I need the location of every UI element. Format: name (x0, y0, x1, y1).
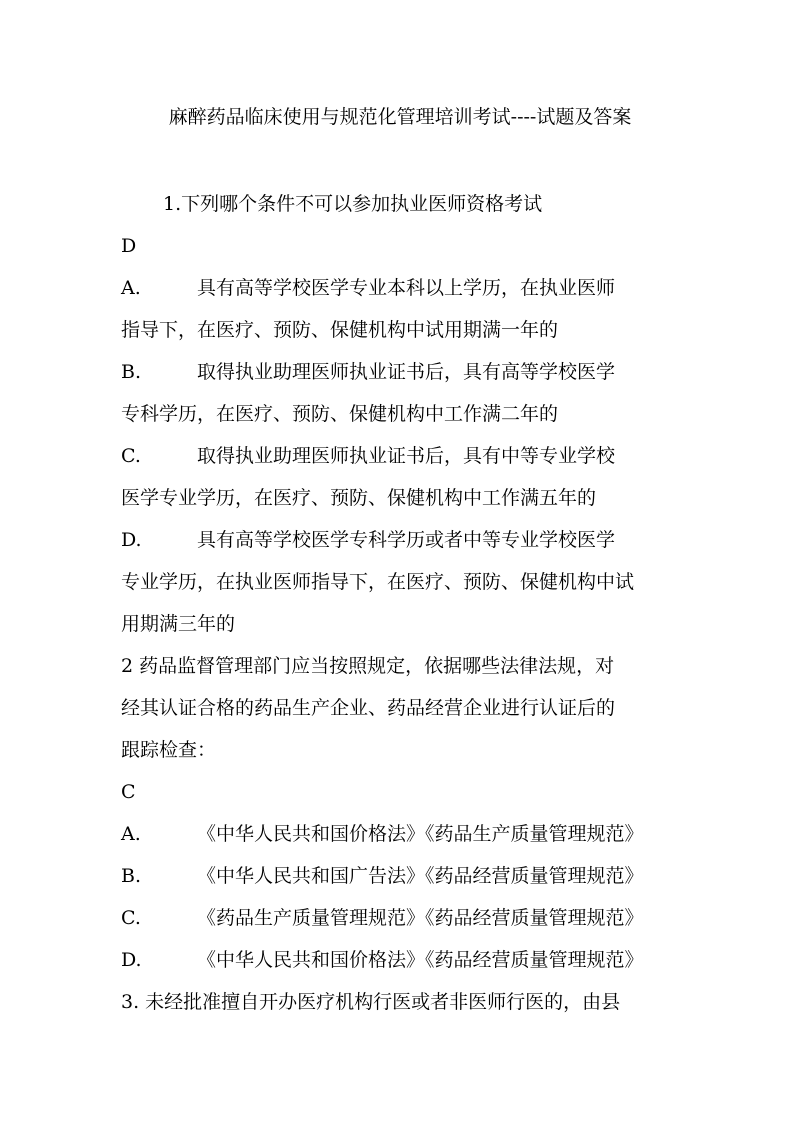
option-text: 取得执业助理医师执业证书后，具有中等专业学校 (197, 445, 616, 467)
question-2-option-b (121, 859, 644, 893)
question-1-option-a (121, 271, 615, 305)
question-2-stem-cont: 经其认证合格的药品生产企业、药品经营企业进行认证后的 (121, 697, 616, 719)
question-1-answer: D (121, 235, 137, 257)
option-text: 《中华人民共和国价格法》《药品生产质量管理规范》 (197, 823, 644, 845)
option-text: 《药品生产质量管理规范》《药品经营质量管理规范》 (197, 907, 644, 929)
option-text: 具有高等学校医学专业本科以上学历，在执业医师 (197, 277, 616, 299)
question-1-stem: 1.下列哪个条件不可以参加执业医师资格考试 (163, 193, 543, 215)
option-letter: C. (121, 445, 141, 467)
question-1-option-b-cont: 专科学历，在医疗、预防、保健机构中工作满二年的 (121, 403, 559, 425)
question-3-stem: 3. 未经批准擅自开办医疗机构行医或者非医师行医的，由县 (121, 991, 621, 1013)
question-1-option-d-cont: 专业学历，在执业医师指导下，在医疗、预防、保健机构中试 (121, 571, 635, 593)
option-letter: D. (121, 949, 142, 971)
document-title: 麻醉药品临床使用与规范化管理培训考试----试题及答案 (168, 106, 632, 128)
option-letter: C. (121, 907, 141, 929)
question-1-option-c-cont: 医学专业学历，在医疗、预防、保健机构中工作满五年的 (121, 487, 597, 509)
option-letter: A. (121, 277, 141, 299)
question-1-option-d (121, 523, 615, 557)
question-2-stem-cont: 跟踪检查： (121, 739, 217, 761)
option-letter: A. (121, 823, 141, 845)
question-2-option-a (121, 817, 644, 851)
question-2-answer: C (121, 781, 136, 803)
option-letter: D. (121, 529, 142, 551)
question-1-option-c (121, 439, 615, 473)
question-1-option-b (121, 355, 615, 389)
option-text: 《中华人民共和国广告法》《药品经营质量管理规范》 (197, 865, 644, 887)
question-1-option-d-cont: 用期满三年的 (121, 613, 236, 635)
question-2-option-c (121, 901, 644, 935)
option-text: 具有高等学校医学专科学历或者中等专业学校医学 (197, 529, 616, 551)
option-text: 《中华人民共和国价格法》《药品经营质量管理规范》 (197, 949, 644, 971)
question-2-option-d (121, 943, 644, 977)
question-2-stem: 2 药品监督管理部门应当按照规定，依据哪些法律法规，对 (121, 655, 615, 677)
option-letter: B. (121, 865, 142, 887)
question-1-option-a-cont: 指导下，在医疗、预防、保健机构中试用期满一年的 (121, 319, 559, 341)
option-text: 取得执业助理医师执业证书后，具有高等学校医学 (197, 361, 616, 383)
option-letter: B. (121, 361, 142, 383)
